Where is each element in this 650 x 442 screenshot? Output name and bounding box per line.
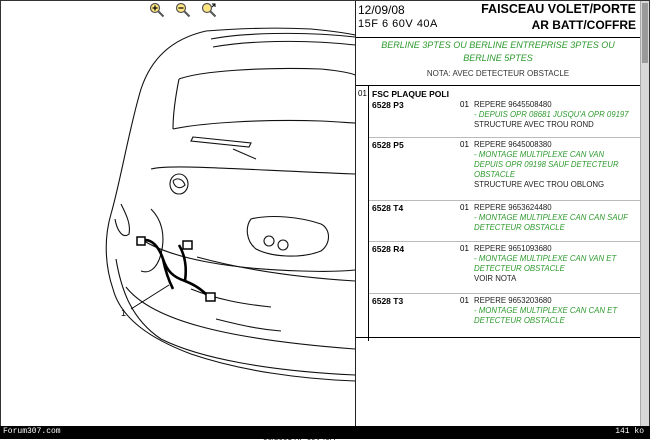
- part-condition: - MONTAGE MULTIPLEXE CAN VAN ET: [474, 254, 617, 263]
- part-detail: STRUCTURE AVEC TROU ROND: [474, 120, 594, 129]
- part-detail: REPERE 9645508480: [474, 100, 552, 109]
- applicability-note: NOTA: AVEC DETECTEUR OBSTACLE: [426, 69, 570, 78]
- status-bar: [0, 426, 650, 439]
- parts-list-panel: [356, 1, 640, 426]
- part-quantity: 01: [460, 244, 469, 253]
- row-separator: [369, 137, 640, 138]
- group-index: 01: [358, 89, 367, 98]
- part-detail: STRUCTURE AVEC TROU OBLONG: [474, 180, 605, 189]
- header-code: 15F 6 60V 40A: [358, 18, 438, 30]
- parts-table: [356, 85, 640, 386]
- header-date: 12/09/08: [358, 3, 405, 17]
- part-quantity: 01: [460, 140, 469, 149]
- part-quantity: 01: [460, 203, 469, 212]
- part-condition: - MONTAGE MULTIPLEXE CAN CAN ET: [474, 306, 618, 315]
- file-size: 141 ko: [615, 427, 644, 436]
- zoom-reset-icon[interactable]: [201, 2, 217, 18]
- part-reference[interactable]: 6528 T4: [372, 203, 404, 213]
- column-rule: [368, 86, 369, 341]
- part-reference[interactable]: 6528 T3: [372, 296, 404, 306]
- part-reference[interactable]: 6528 P3: [372, 100, 404, 110]
- part-condition: - MONTAGE MULTIPLEXE CAN VAN: [474, 150, 605, 159]
- part-detail: REPERE 9653624480: [474, 203, 552, 212]
- header-subtitle: AR BATT/COFFRE: [531, 18, 636, 32]
- part-condition: DETECTEUR OBSTACLE: [474, 223, 565, 232]
- parts-header: [356, 1, 640, 38]
- exploded-view-drawing: [1, 19, 355, 426]
- site-label: Forum307.com: [3, 427, 61, 436]
- part-detail: REPERE 9651093680: [474, 244, 552, 253]
- row-separator: [369, 241, 640, 242]
- part-detail: VOIR NOTA: [474, 274, 517, 283]
- group-heading: FSC PLAQUE POLI: [372, 89, 449, 99]
- applicability: [356, 39, 640, 65]
- part-detail: REPERE 9645008380: [474, 140, 552, 149]
- vertical-scrollbar[interactable]: [640, 1, 649, 426]
- applicability-line-2: BERLINE 5PTES: [463, 53, 533, 63]
- part-condition: - MONTAGE MULTIPLEXE CAN CAN SAUF: [474, 213, 628, 222]
- car-rear-drawing: [1, 19, 355, 426]
- applicability-line-1: BERLINE 3PTES OU BERLINE ENTREPRISE 3PTES OU: [381, 40, 615, 50]
- part-condition: DETECTEUR OBSTACLE: [474, 316, 565, 325]
- zoom-in-icon[interactable]: [149, 2, 165, 18]
- part-detail: REPERE 9653203680: [474, 296, 552, 305]
- table-bottom-rule: [356, 337, 640, 338]
- header-title: FAISCEAU VOLET/PORTE: [481, 2, 636, 16]
- row-separator: [369, 293, 640, 294]
- part-reference[interactable]: 6528 P5: [372, 140, 404, 150]
- zoom-toolbar: [1, 1, 355, 19]
- part-quantity: 01: [460, 296, 469, 305]
- part-condition: DEPUIS OPR 09198 SAUF DETECTEUR: [474, 160, 619, 169]
- part-callout: 1: [121, 308, 127, 318]
- scrollbar-thumb[interactable]: [642, 3, 648, 63]
- row-separator: [369, 200, 640, 201]
- part-condition: DETECTEUR OBSTACLE: [474, 264, 565, 273]
- part-condition: - DEPUIS OPR 08681 JUSQU'A OPR 09197: [474, 110, 629, 119]
- part-condition: OBSTACLE: [474, 170, 516, 179]
- part-quantity: 01: [460, 100, 469, 109]
- part-reference[interactable]: 6528 R4: [372, 244, 405, 254]
- zoom-out-icon[interactable]: [175, 2, 191, 18]
